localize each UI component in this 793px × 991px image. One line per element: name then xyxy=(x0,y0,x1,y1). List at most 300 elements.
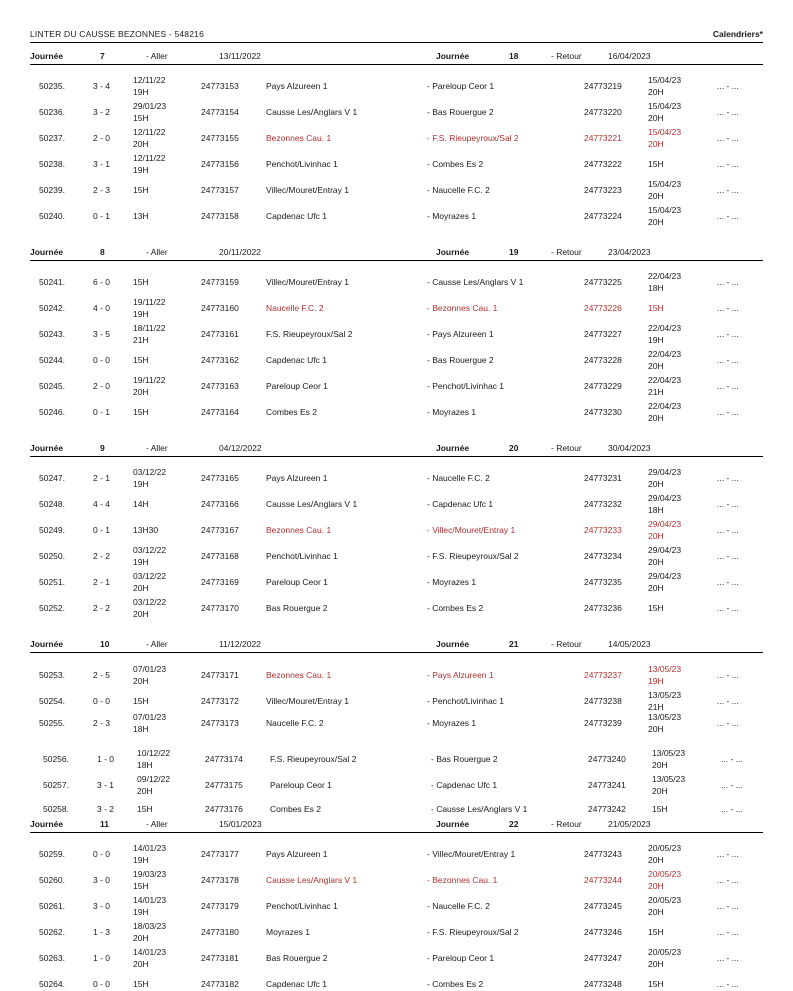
table-row xyxy=(0,841,793,867)
retour-date: 20/05/23 xyxy=(648,869,682,879)
table-row xyxy=(0,125,793,151)
home-team: Penchot/Livinhac 1 xyxy=(266,901,338,911)
retour-datetime xyxy=(648,375,681,398)
match-number-aller: 24773173 xyxy=(201,718,239,728)
aller-datetime xyxy=(133,467,166,490)
retour-date: 22/04/23 xyxy=(648,349,682,359)
aller-datetime xyxy=(133,525,158,537)
aller-label: - Aller xyxy=(146,247,168,257)
retour-date: 15H xyxy=(648,303,664,313)
document-header xyxy=(30,27,763,43)
match-number-aller: 24773169 xyxy=(201,577,239,587)
away-team: - Villec/Mouret/Entray 1 xyxy=(427,849,516,859)
aller-date: 10/12/22 xyxy=(137,748,171,758)
aller-date: 14H xyxy=(133,499,149,509)
table-row xyxy=(0,295,793,321)
result-placeholder: ... - ... xyxy=(717,499,739,509)
match-id: 50261. xyxy=(39,901,65,911)
table-row xyxy=(0,99,793,125)
retour-datetime xyxy=(648,947,681,970)
table-row xyxy=(0,945,793,971)
retour-date: 23/04/2023 xyxy=(608,247,651,257)
match-number-retour: 24773237 xyxy=(584,670,622,680)
retour-time: 20H xyxy=(648,360,664,371)
away-team: - Combes Es 2 xyxy=(427,979,484,989)
aller-datetime xyxy=(133,127,165,150)
retour-datetime xyxy=(648,271,681,294)
table-row xyxy=(0,321,793,347)
retour-time: 21H xyxy=(648,701,664,712)
aller-time: 19H xyxy=(133,86,149,97)
home-team: Bezonnes Cau. 1 xyxy=(266,525,332,535)
match-number-aller: 24773171 xyxy=(201,670,239,680)
retour-journee-number: 22 xyxy=(509,819,519,829)
score: 3 - 2 xyxy=(93,107,111,117)
aller-datetime xyxy=(133,979,149,991)
aller-date: 03/12/22 xyxy=(133,467,167,477)
retour-label: - Retour xyxy=(551,247,582,257)
away-team: - Moyrazes 1 xyxy=(427,577,477,587)
aller-date: 12/11/22 xyxy=(133,75,166,85)
aller-time: 19H xyxy=(133,308,149,319)
retour-datetime xyxy=(648,467,681,490)
match-number-retour: 24773241 xyxy=(588,780,626,790)
aller-journee-number: 7 xyxy=(100,51,105,61)
retour-date: 30/04/2023 xyxy=(608,443,651,453)
match-number-aller: 24773178 xyxy=(201,875,239,885)
retour-time: 20H xyxy=(652,759,668,770)
match-id: 50248. xyxy=(39,499,65,509)
retour-datetime xyxy=(648,869,681,892)
retour-time: 20H xyxy=(648,86,664,97)
result-placeholder: ... - ... xyxy=(717,979,739,989)
home-team: F.S. Rieupeyroux/Sal 2 xyxy=(270,754,357,764)
aller-date: 13H30 xyxy=(133,525,159,535)
retour-datetime xyxy=(648,349,681,372)
table-row xyxy=(0,543,793,569)
journee-label: Journée xyxy=(30,639,64,649)
away-team: - Pays Alzureen 1 xyxy=(427,670,494,680)
retour-datetime xyxy=(652,748,685,771)
retour-datetime xyxy=(648,179,681,202)
retour-journee-number: 21 xyxy=(509,639,519,649)
match-number-aller: 24773182 xyxy=(201,979,239,989)
score: 4 - 4 xyxy=(93,499,111,509)
retour-datetime xyxy=(648,927,664,939)
match-number-aller: 24773168 xyxy=(201,551,239,561)
match-number-aller: 24773164 xyxy=(201,407,239,417)
score: 0 - 1 xyxy=(93,525,111,535)
match-id: 50235. xyxy=(39,81,65,91)
result-placeholder: ... - ... xyxy=(717,696,739,706)
score: 2 - 5 xyxy=(93,670,111,680)
home-team: Moyrazes 1 xyxy=(266,927,310,937)
table-row xyxy=(0,269,793,295)
table-row xyxy=(0,971,793,991)
aller-datetime xyxy=(133,921,166,944)
aller-date: 12/11/22 xyxy=(133,153,166,163)
away-team: - Bas Rouergue 2 xyxy=(427,107,494,117)
score: 2 - 0 xyxy=(93,381,111,391)
aller-date: 15H xyxy=(133,355,149,365)
score: 0 - 0 xyxy=(93,355,111,365)
retour-journee-number: 18 xyxy=(509,51,519,61)
match-number-retour: 24773231 xyxy=(584,473,622,483)
retour-date: 13/05/23 xyxy=(648,690,682,700)
retour-time: 20H xyxy=(648,854,664,865)
table-row xyxy=(0,177,793,203)
aller-date: 29/01/23 xyxy=(133,101,167,111)
aller-date: 19/03/23 xyxy=(133,869,167,879)
home-team: Pays Alzureen 1 xyxy=(266,473,328,483)
retour-date: 15/04/23 xyxy=(648,205,682,215)
retour-time: 20H xyxy=(648,190,664,201)
journee-label: Journée xyxy=(436,247,470,257)
away-team: - Capdenac Ufc 1 xyxy=(431,780,498,790)
aller-time: 21H xyxy=(133,334,149,345)
home-team: Pareloup Ceor 1 xyxy=(266,577,328,587)
retour-datetime xyxy=(648,664,681,687)
score: 3 - 1 xyxy=(93,159,111,169)
retour-time: 18H xyxy=(648,504,664,515)
match-number-retour: 24773234 xyxy=(584,551,622,561)
aller-time: 19H xyxy=(133,854,149,865)
score: 1 - 3 xyxy=(93,927,111,937)
journee-header xyxy=(30,817,763,833)
match-number-aller: 24773163 xyxy=(201,381,239,391)
aller-date: 14/01/23 xyxy=(133,843,167,853)
retour-datetime xyxy=(648,843,681,866)
aller-date: 14/01/23 xyxy=(133,947,167,957)
match-id: 50264. xyxy=(39,979,65,989)
away-team: - Pareloup Ceor 1 xyxy=(427,953,495,963)
retour-date: 13/05/23 xyxy=(648,664,682,674)
score: 3 - 4 xyxy=(93,81,111,91)
aller-date: 03/12/22 xyxy=(133,571,167,581)
match-number-aller: 24773154 xyxy=(201,107,239,117)
table-row xyxy=(0,746,793,772)
aller-date: 07/01/23 xyxy=(133,712,167,722)
retour-datetime xyxy=(648,323,681,346)
match-number-retour: 24773245 xyxy=(584,901,622,911)
home-team: F.S. Rieupeyroux/Sal 2 xyxy=(266,329,353,339)
journee-label: Journée xyxy=(436,51,470,61)
match-id: 50243. xyxy=(39,329,65,339)
table-row xyxy=(0,203,793,229)
result-placeholder: ... - ... xyxy=(717,718,739,728)
home-team: Combes Es 2 xyxy=(270,804,322,814)
aller-datetime xyxy=(133,571,166,594)
retour-label: - Retour xyxy=(551,443,582,453)
retour-datetime xyxy=(648,712,681,735)
retour-time: 18H xyxy=(648,282,664,293)
retour-date: 20/05/23 xyxy=(648,843,682,853)
aller-date: 11/12/2022 xyxy=(219,639,261,649)
retour-datetime xyxy=(648,101,681,124)
retour-label: - Retour xyxy=(551,51,582,61)
journee-label: Journée xyxy=(436,639,470,649)
away-team: - F.S. Rieupeyroux/Sal 2 xyxy=(427,133,519,143)
aller-time: 20H xyxy=(133,582,149,593)
result-placeholder: ... - ... xyxy=(721,754,743,764)
result-placeholder: ... - ... xyxy=(721,804,743,814)
aller-datetime xyxy=(137,748,170,771)
match-id: 50245. xyxy=(39,381,65,391)
aller-journee-number: 8 xyxy=(100,247,105,257)
home-team: Causse Les/Anglars V 1 xyxy=(266,107,358,117)
aller-time: 20H xyxy=(133,675,149,686)
result-placeholder: ... - ... xyxy=(717,107,739,117)
aller-datetime xyxy=(137,804,153,816)
aller-date: 15H xyxy=(137,804,153,814)
match-number-retour: 24773246 xyxy=(584,927,622,937)
aller-time: 19H xyxy=(133,164,149,175)
match-number-aller: 24773180 xyxy=(201,927,239,937)
result-placeholder: ... - ... xyxy=(717,355,739,365)
retour-datetime xyxy=(648,519,681,542)
journee-header xyxy=(30,637,763,653)
match-number-retour: 24773230 xyxy=(584,407,622,417)
club-title: LINTER DU CAUSSE BEZONNES - 548216 xyxy=(30,29,205,39)
aller-date: 04/12/2022 xyxy=(219,443,262,453)
aller-date: 15/01/2023 xyxy=(219,819,262,829)
match-id: 50258. xyxy=(43,804,69,814)
aller-journee-number: 10 xyxy=(100,639,110,649)
retour-time: 20H xyxy=(648,556,664,567)
retour-datetime xyxy=(648,159,664,171)
home-team: Bas Rouergue 2 xyxy=(266,603,328,613)
score: 0 - 0 xyxy=(93,849,111,859)
away-team: - Naucelle F.C. 2 xyxy=(427,473,490,483)
aller-time: 20H xyxy=(133,386,149,397)
result-placeholder: ... - ... xyxy=(717,927,739,937)
retour-date: 15H xyxy=(648,927,664,937)
result-placeholder: ... - ... xyxy=(717,901,739,911)
aller-date: 19/11/22 xyxy=(133,297,166,307)
result-placeholder: ... - ... xyxy=(717,407,739,417)
away-team: - Naucelle F.C. 2 xyxy=(427,185,490,195)
match-number-retour: 24773239 xyxy=(584,718,622,728)
aller-time: 19H xyxy=(133,478,149,489)
aller-date: 15H xyxy=(133,696,149,706)
retour-datetime xyxy=(648,895,681,918)
aller-time: 20H xyxy=(133,138,149,149)
retour-label: - Retour xyxy=(551,819,582,829)
match-id: 50253. xyxy=(39,670,65,680)
score: 2 - 2 xyxy=(93,551,111,561)
match-number-aller: 24773162 xyxy=(201,355,239,365)
retour-date: 29/04/23 xyxy=(648,467,682,477)
match-number-aller: 24773176 xyxy=(205,804,243,814)
retour-date: 15H xyxy=(652,804,668,814)
match-number-aller: 24773167 xyxy=(201,525,239,535)
aller-datetime xyxy=(133,696,149,708)
retour-time: 20H xyxy=(648,112,664,123)
aller-time: 19H xyxy=(133,556,149,567)
match-number-retour: 24773242 xyxy=(588,804,626,814)
retour-datetime xyxy=(648,979,664,991)
table-row xyxy=(0,347,793,373)
home-team: Bezonnes Cau. 1 xyxy=(266,133,332,143)
result-placeholder: ... - ... xyxy=(721,780,743,790)
retour-time: 20H xyxy=(648,958,664,969)
result-placeholder: ... - ... xyxy=(717,670,739,680)
retour-journee-number: 19 xyxy=(509,247,519,257)
result-placeholder: ... - ... xyxy=(717,185,739,195)
retour-time: 20H xyxy=(648,723,664,734)
journee-header xyxy=(30,49,763,65)
aller-datetime xyxy=(133,75,165,98)
home-team: Combes Es 2 xyxy=(266,407,318,417)
retour-time: 20H xyxy=(648,582,664,593)
match-number-retour: 24773232 xyxy=(584,499,622,509)
result-placeholder: ... - ... xyxy=(717,381,739,391)
aller-datetime xyxy=(133,323,165,346)
score: 2 - 0 xyxy=(93,133,111,143)
result-placeholder: ... - ... xyxy=(717,953,739,963)
match-number-aller: 24773170 xyxy=(201,603,239,613)
match-number-aller: 24773165 xyxy=(201,473,239,483)
retour-datetime xyxy=(648,205,681,228)
table-row xyxy=(0,73,793,99)
result-placeholder: ... - ... xyxy=(717,551,739,561)
match-id: 50251. xyxy=(39,577,65,587)
match-number-retour: 24773219 xyxy=(584,81,622,91)
aller-date: 20/11/2022 xyxy=(219,247,261,257)
match-id: 50240. xyxy=(39,211,65,221)
aller-datetime xyxy=(133,185,149,197)
retour-time: 20H xyxy=(648,906,664,917)
match-number-aller: 24773155 xyxy=(201,133,239,143)
match-number-aller: 24773175 xyxy=(205,780,243,790)
away-team: - Villec/Mouret/Entray 1 xyxy=(427,525,516,535)
home-team: Pays Alzureen 1 xyxy=(266,849,328,859)
retour-datetime xyxy=(648,401,681,424)
match-id: 50256. xyxy=(43,754,69,764)
match-id: 50242. xyxy=(39,303,65,313)
retour-date: 14/05/2023 xyxy=(608,639,651,649)
match-number-retour: 24773221 xyxy=(584,133,622,143)
aller-datetime xyxy=(133,355,149,367)
aller-datetime xyxy=(133,297,165,320)
aller-datetime xyxy=(133,407,149,419)
away-team: - Capdenac Ufc 1 xyxy=(427,499,494,509)
aller-date: 19/11/22 xyxy=(133,375,166,385)
match-id: 50259. xyxy=(39,849,65,859)
table-row xyxy=(0,893,793,919)
result-placeholder: ... - ... xyxy=(717,277,739,287)
table-row xyxy=(0,151,793,177)
retour-journee-number: 20 xyxy=(509,443,519,453)
aller-datetime xyxy=(133,375,165,398)
result-placeholder: ... - ... xyxy=(717,133,739,143)
aller-time: 20H xyxy=(133,608,149,619)
score: 4 - 0 xyxy=(93,303,111,313)
aller-label: - Aller xyxy=(146,443,168,453)
retour-date: 22/04/23 xyxy=(648,271,682,281)
retour-date: 13/05/23 xyxy=(652,774,686,784)
aller-label: - Aller xyxy=(146,819,168,829)
match-number-retour: 24773225 xyxy=(584,277,622,287)
retour-datetime xyxy=(648,75,681,98)
match-number-aller: 24773161 xyxy=(201,329,239,339)
score: 3 - 2 xyxy=(97,804,115,814)
aller-datetime xyxy=(133,869,166,892)
away-team: - F.S. Rieupeyroux/Sal 2 xyxy=(427,927,519,937)
away-team: - Combes Es 2 xyxy=(427,603,484,613)
away-team: - Causse Les/Anglars V 1 xyxy=(431,804,528,814)
retour-time: 20H xyxy=(652,785,668,796)
score: 2 - 3 xyxy=(93,185,111,195)
journee-label: Journée xyxy=(30,443,64,453)
home-team: Capdenac Ufc 1 xyxy=(266,355,327,365)
home-team: Causse Les/Anglars V 1 xyxy=(266,499,358,509)
retour-date: 15H xyxy=(648,603,664,613)
match-id: 50244. xyxy=(39,355,65,365)
aller-date: 15H xyxy=(133,407,149,417)
retour-datetime xyxy=(648,545,681,568)
away-team: - Naucelle F.C. 2 xyxy=(427,901,490,911)
aller-date: 18/03/23 xyxy=(133,921,167,931)
away-team: - Bas Rouergue 2 xyxy=(431,754,498,764)
home-team: Pareloup Ceor 1 xyxy=(266,381,328,391)
score: 3 - 0 xyxy=(93,875,111,885)
journee-label: Journée xyxy=(30,819,64,829)
score: 0 - 1 xyxy=(93,211,111,221)
aller-date: 07/01/23 xyxy=(133,664,167,674)
match-id: 50255. xyxy=(39,718,65,728)
match-number-aller: 24773156 xyxy=(201,159,239,169)
retour-datetime xyxy=(648,493,681,516)
table-row xyxy=(0,867,793,893)
away-team: - Moyrazes 1 xyxy=(427,211,477,221)
aller-journee-number: 11 xyxy=(100,819,109,829)
score: 3 - 1 xyxy=(97,780,115,790)
retour-date: 15/04/23 xyxy=(648,101,682,111)
aller-time: 15H xyxy=(133,112,149,123)
home-team: Bas Rouergue 2 xyxy=(266,953,328,963)
aller-datetime xyxy=(133,947,166,970)
retour-date: 13/05/23 xyxy=(652,748,686,758)
retour-date: 29/04/23 xyxy=(648,493,682,503)
calendars-label: Calendriers* xyxy=(712,29,763,39)
aller-date: 14/01/23 xyxy=(133,895,167,905)
match-id: 50257. xyxy=(43,780,69,790)
retour-datetime xyxy=(648,571,681,594)
home-team: Capdenac Ufc 1 xyxy=(266,979,327,989)
match-number-retour: 24773229 xyxy=(584,381,622,391)
aller-time: 18H xyxy=(133,723,149,734)
score: 2 - 1 xyxy=(93,577,111,587)
match-id: 50236. xyxy=(39,107,65,117)
retour-time: 19H xyxy=(648,675,664,686)
table-row xyxy=(0,569,793,595)
home-team: Villec/Mouret/Entray 1 xyxy=(266,185,349,195)
aller-date: 09/12/22 xyxy=(137,774,171,784)
retour-time: 20H xyxy=(648,478,664,489)
result-placeholder: ... - ... xyxy=(717,81,739,91)
retour-date: 21/05/2023 xyxy=(608,819,651,829)
aller-date: 18/11/22 xyxy=(133,323,166,333)
away-team: - Combes Es 2 xyxy=(427,159,484,169)
score: 1 - 0 xyxy=(97,754,115,764)
retour-date: 16/04/2023 xyxy=(608,51,651,61)
match-number-retour: 24773224 xyxy=(584,211,622,221)
match-number-retour: 24773227 xyxy=(584,329,622,339)
home-team: Penchot/Livinhac 1 xyxy=(266,159,338,169)
table-row xyxy=(0,919,793,945)
retour-date: 13/05/23 xyxy=(648,712,682,722)
